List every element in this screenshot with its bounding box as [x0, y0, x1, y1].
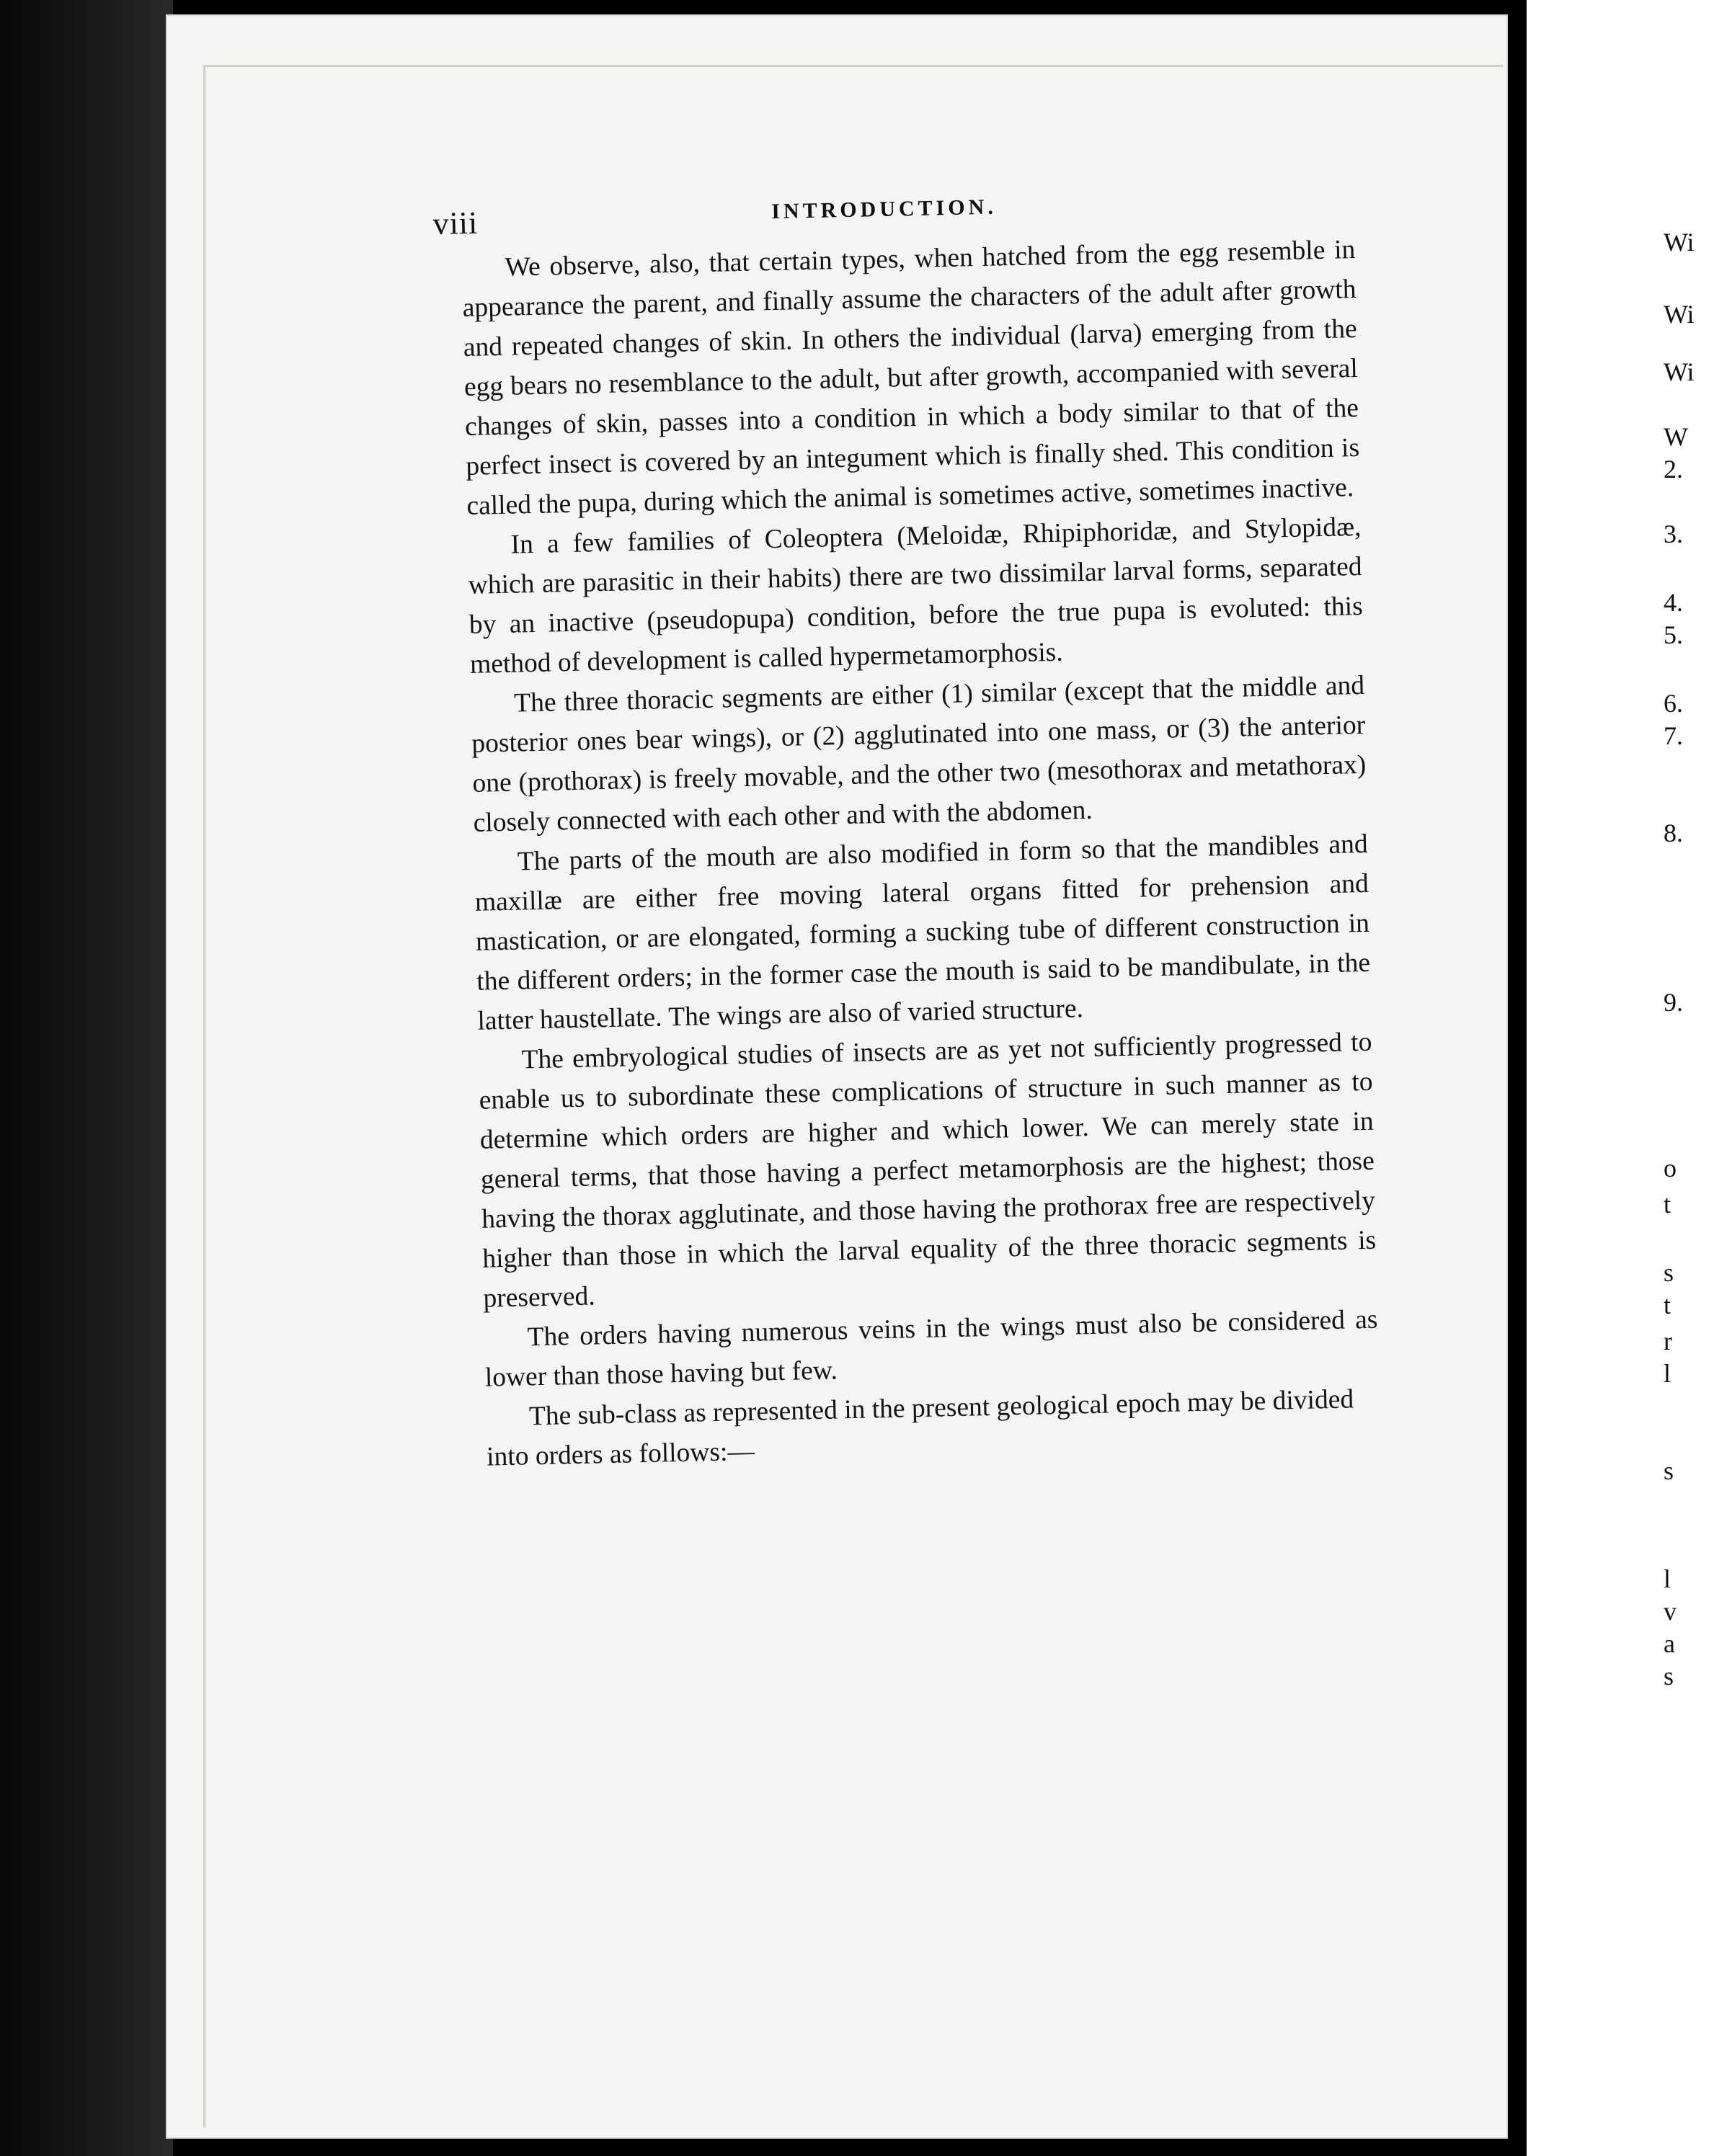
facing-page-margin-text: [1664, 0, 1695, 2156]
paragraph: The three thoracic segments are either (1) similar (except that the middle and posterior ones bear wings), or (2) agglutinated into one mass, or (3) the anterior one (prothorax) is freely movable, and the other two (mesothorax and metathorax) closely connected with each other and with the abdomen.: [471, 670, 1367, 838]
margin-fragment: l: [1664, 1564, 1671, 1593]
margin-fragment: W: [1664, 422, 1688, 451]
margin-fragment: s: [1664, 1258, 1674, 1287]
margin-fragment: s: [1664, 1662, 1674, 1690]
margin-fragment: o: [1664, 1154, 1677, 1182]
page-number: viii: [432, 205, 479, 241]
margin-fragment: 2.: [1664, 455, 1683, 484]
paragraph: The embryological studies of insects are as yet not sufficiently progressed to enable us to subordinate these complications of structure in such manner as to determine which orders are higher and which lower. We can merely state in general terms, that those having a perfect metamorphosis are the highest; those having the thorax agglutinate, and those having the prothorax free are respectively higher than those in which the larval equality of the three thoracic segments is preserved.: [479, 1027, 1377, 1314]
paragraph: The parts of the mouth are also modified in form so that the mandibles and maxillæ are either free moving lateral organs fitted for prehension and mastication, or are elongated, forming a sucking tube of different construction in the different orders; in the former case the mouth is said to be mandibulate, in the latter haustellate. The wings are also of varied structure.: [474, 829, 1371, 1036]
body-text: [461, 230, 1380, 1477]
paragraph: The sub-class as represented in the present geological epoch may be divided into orders as follows:—: [486, 1384, 1354, 1472]
margin-fragment: l: [1664, 1359, 1671, 1388]
margin-fragment: v: [1664, 1597, 1677, 1626]
paragraph: The orders having numerous veins in the wings must also be considered as lower than those having but few.: [484, 1304, 1378, 1393]
margin-fragment: 8.: [1664, 819, 1683, 847]
running-title: INTRODUCTION.: [771, 195, 998, 224]
margin-fragment: s: [1664, 1456, 1674, 1485]
margin-fragment: Wi: [1664, 357, 1695, 386]
margin-fragment: t: [1664, 1291, 1671, 1319]
book-spine-shadow: [0, 0, 173, 2156]
paragraph: We observe, also, that certain types, when hatched from the egg resemble in appearance the parent, and finally assume the characters of the adult after growth and repeated changes of skin. In others the individual (larva) emerging from the egg bears no resemblance to the adult, but after growth, accompanied with several changes of skin, passes into a condition in which a body similar to that of the perfect insect is covered by an integument which is finally shed. This condition is called the pupa, during which the animal is sometimes active, sometimes inactive.: [462, 235, 1360, 521]
margin-fragment: 7.: [1664, 721, 1683, 750]
margin-fragment: a: [1664, 1629, 1675, 1658]
margin-fragment: r: [1664, 1327, 1672, 1355]
margin-fragment: Wi: [1664, 228, 1695, 257]
margin-fragment: 9.: [1664, 988, 1683, 1017]
page-gutter: [1508, 0, 1527, 2156]
paragraph: In a few families of Coleoptera (Meloidæ, Rhipiphoridæ, and Stylopidæ, which are parasitic in their habits) there are two dissimilar larval forms, separated by an inactive (pseudopupa) condition, before the true pupa is evoluted: this method of development is called hypermetamorphosis.: [468, 512, 1364, 680]
margin-fragment: 5.: [1664, 620, 1683, 649]
margin-fragment: 3.: [1664, 520, 1683, 548]
margin-fragment: t: [1664, 1190, 1671, 1219]
margin-fragment: Wi: [1664, 300, 1695, 329]
margin-fragment: 4.: [1664, 588, 1683, 617]
margin-fragment: 6.: [1664, 689, 1683, 718]
